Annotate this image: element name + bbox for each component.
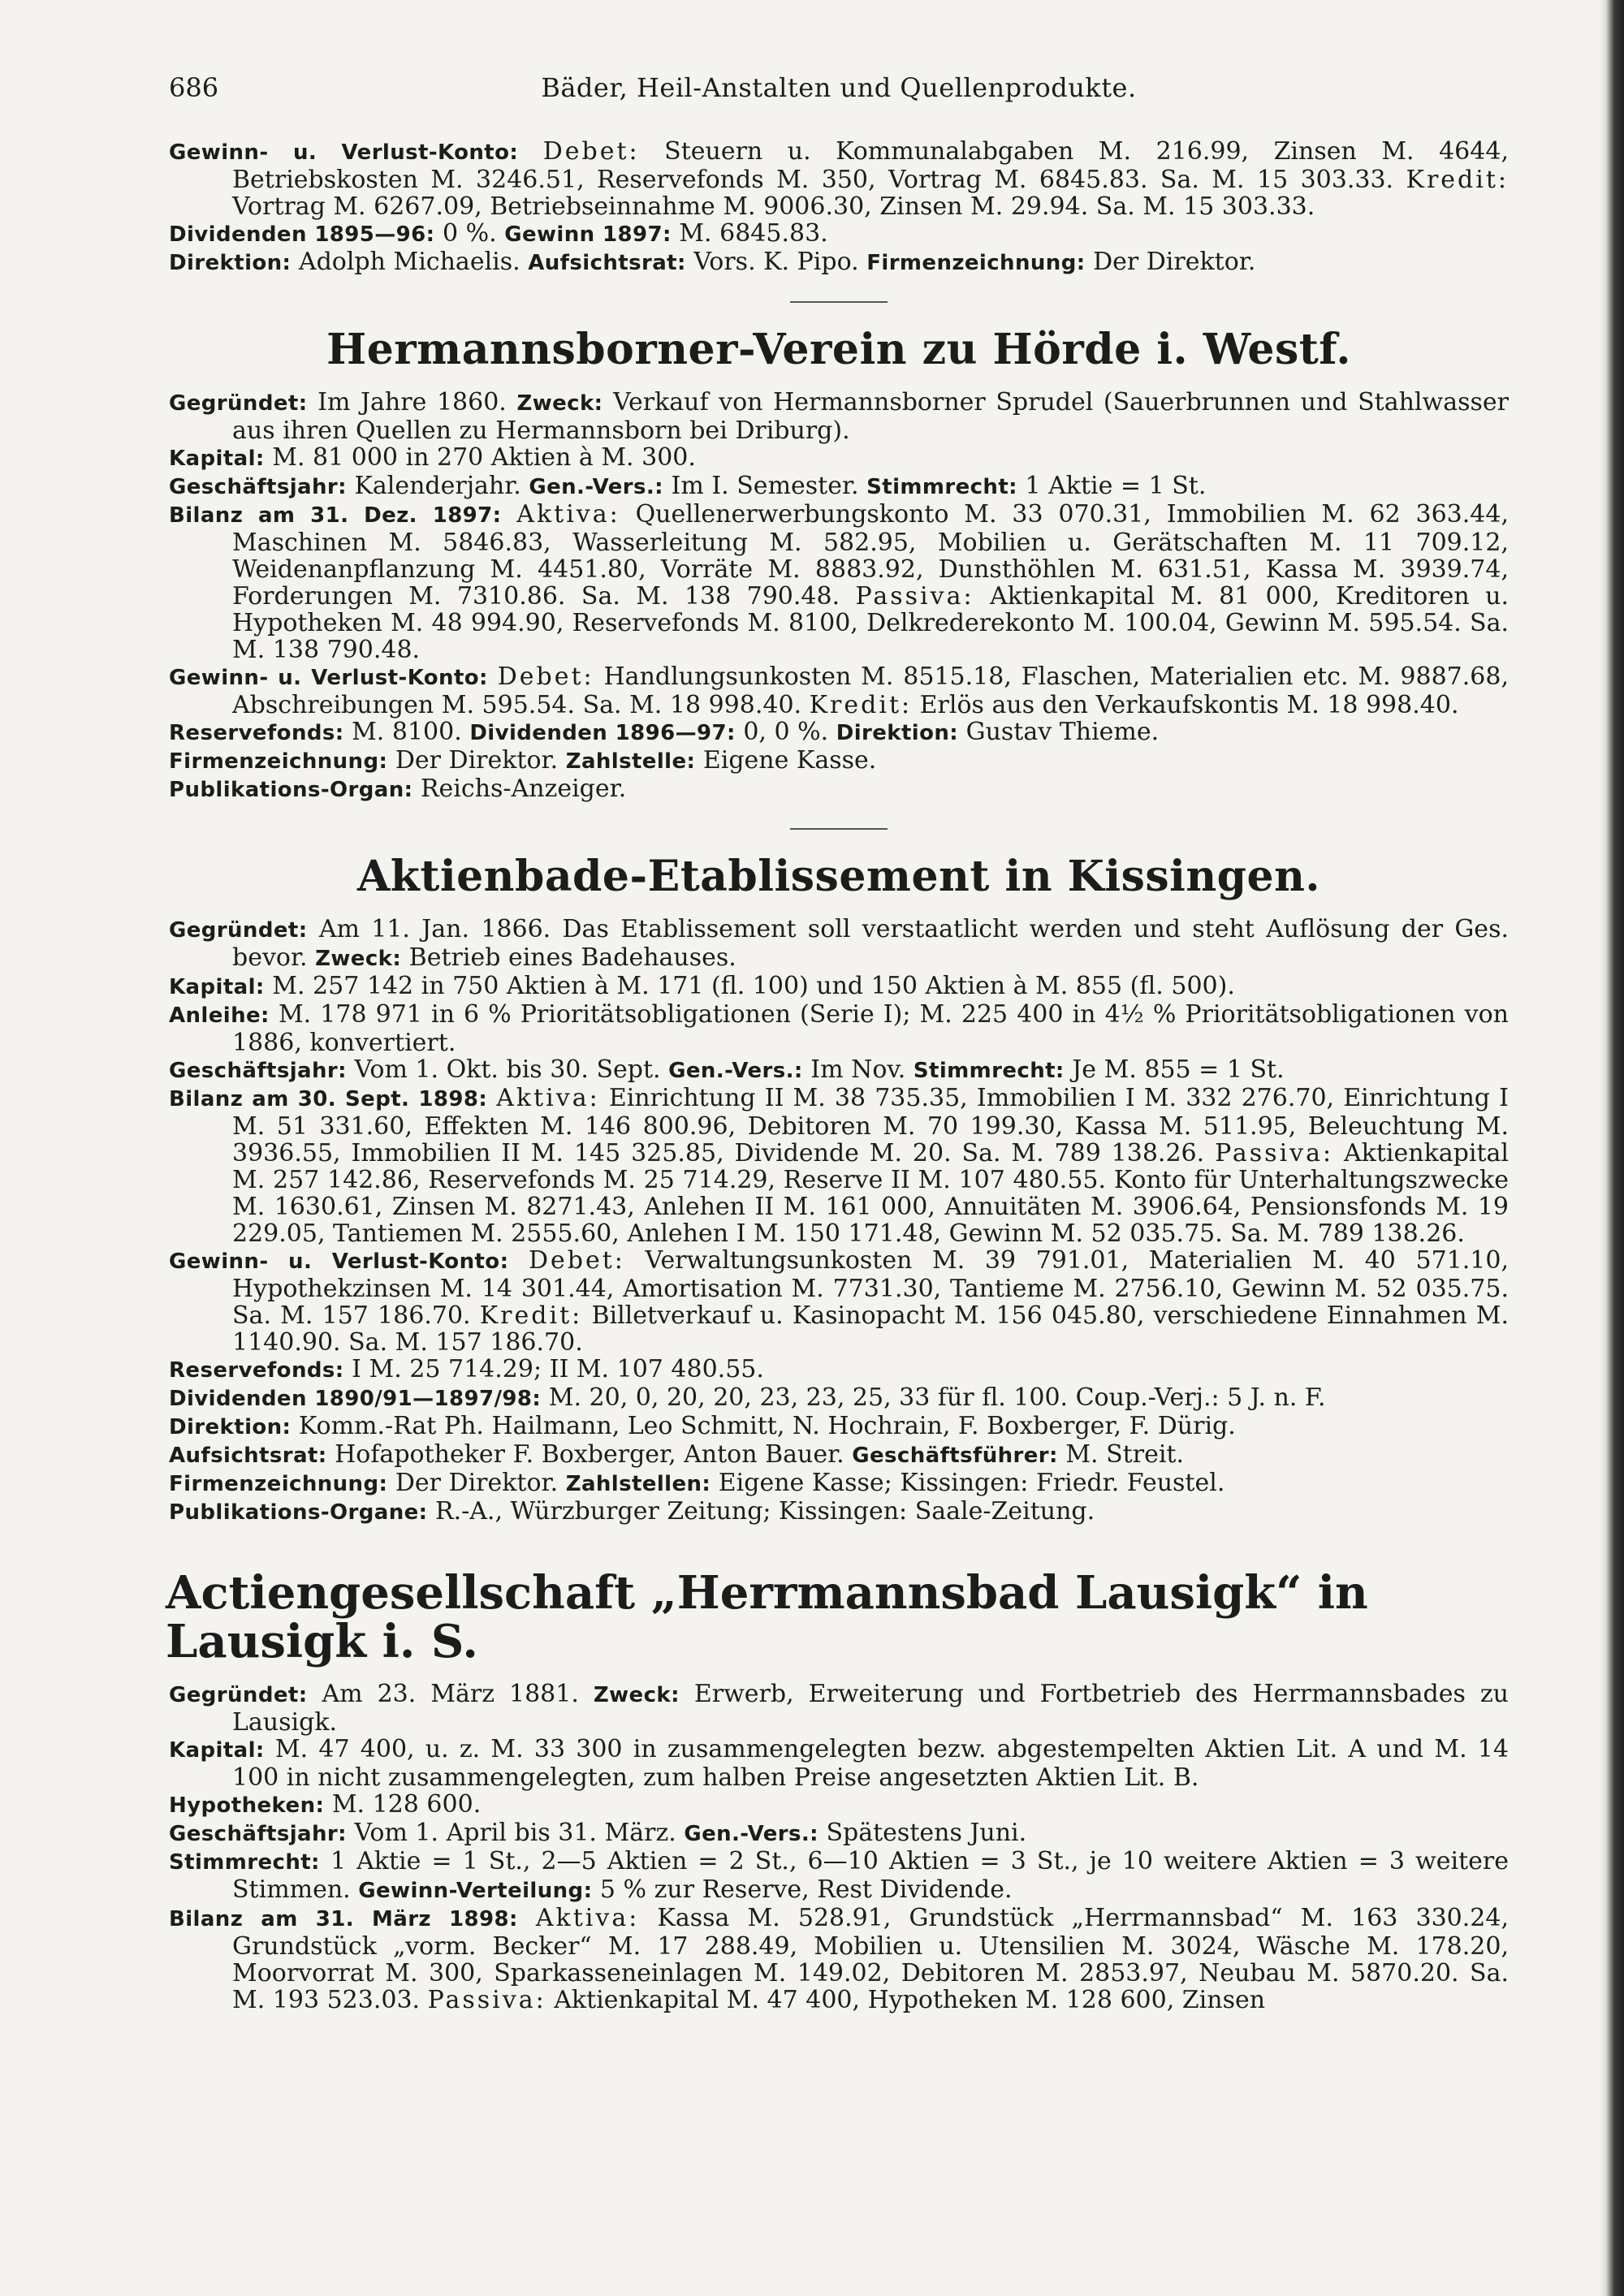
signature-entry: Firmenzeichnung: Der Direktor. Zahlstellen: Eigene Kasse; Kissingen: Friedr. Feustel. — [169, 1469, 1225, 1497]
dividend-entry: Dividenden 1890/91—1897/98: M. 20, 0, 20, 20, 23, 23, 25, 33 für fl. 100. Coup.-Verj.: 5 J. n. F. — [169, 1383, 1326, 1412]
board-entry: Aufsichtsrat: Hofapotheker F. Boxberger, Anton Bauer. Geschäftsführer: M. Streit. — [169, 1440, 1185, 1469]
section-lausigk — [166, 1566, 1509, 2014]
balance-entry: Bilanz am 31. März 1898: Aktiva: Kassa M. 528.91, Grundstück „Herrmannsbad“ M. 163 330.24, Grundstück „vorm. Becker“ M. 17 288.49, Mobilien u. Utensilien M. 3024, Wäsche M. 178.20, Moorvorrat M. 300, Sparkasseneinlagen M. 149.02, Debitoren M. 2853.97, Neubau M. 5870.20. Sa. M. 193 523.03. Passiva: Aktienkapital M. 47 400, Hypotheken M. 128 600, Zinsen — [169, 1904, 1509, 2014]
publication-entry: Publikations-Organe: R.-A., Würzburger Zeitung; Kissingen: Saale-Zeitung. — [169, 1497, 1095, 1526]
capital-entry: Kapital: M. 81 000 in 270 Aktien à M. 300. — [169, 443, 696, 472]
section-heading: Actiengesellschaft „Herrmannsbad Lausigk“ in Lausigk i. S. — [166, 1566, 1368, 1668]
section-spacer — [790, 1544, 888, 1546]
page-number: 686 — [169, 72, 219, 103]
capital-entry: Kapital: M. 47 400, u. z. M. 33 300 in zusammengelegten bezw. abgestempelten Aktien Lit. A und M. 14 100 in nicht zusammengelegten, zum halben Preise angesetzten Aktien Lit. B. — [169, 1735, 1509, 1792]
founded-entry: Gegründet: Im Jahre 1860. Zweck: Verkauf von Hermannsborner Sprudel (Sauerbrunnen und Stahlwasser aus ihren Quellen zu Hermannsborn bei Driburg). — [169, 388, 1509, 445]
direction-entry: Direktion: Adolph Michaelis. Aufsichtsrat: Vors. K. Pipo. Firmenzeichnung: Der Direktor. — [169, 248, 1256, 276]
running-title: Bäder, Heil-Anstalten und Quellenprodukte. — [541, 72, 1137, 103]
running-header — [169, 71, 1509, 107]
balance-entry: Bilanz am 31. Dez. 1897: Aktiva: Quellenerwerbungskonto M. 33 070.31, Immobilien M. 62 363.44, Maschinen M. 5846.83, Wasserleitung M. 582.95, Mobilien u. Gerätschaften M. 11 709.12, Weidenanpflanzung M. 4451.80, Vorräte M. 8883.92, Dunsthöhlen M. 631.51, Kassa M. 3939.74, Forderungen M. 7310.86. Sa. M. 138 790.48. Passiva: Aktienkapital M. 81 000, Kreditoren u. Hypotheken M. 48 994.90, Reservefonds M. 8100, Delkrederekonto M. 100.04, Gewinn M. 595.54. Sa. M. 138 790.48. — [169, 500, 1509, 664]
founded-entry: Gegründet: Am 11. Jan. 1866. Das Etablissement soll verstaatlicht werden und steht Auflösung der Ges. bevor. Zweck: Betrieb eines Badehauses. — [169, 915, 1509, 972]
section-previous-entry — [169, 138, 1509, 277]
guv-entry: Gewinn- u. Verlust-Konto: Debet: Handlungsunkosten M. 8515.18, Flaschen, Materialien etc. M. 9887.68, Abschreibungen M. 595.54. Sa. M. 18 998.40. Kredit: Erlös aus den Verkaufskontis M. 18 998.40. — [169, 662, 1510, 719]
fiscal-year-entry: Geschäftsjahr: Vom 1. Okt. bis 30. Sept. Gen.-Vers.: Im Nov. Stimmrecht: Je M. 855 = 1 St. — [169, 1055, 1285, 1084]
reserve-entry: Reservefonds: I M. 25 714.29; II M. 107 480.55. — [169, 1355, 764, 1383]
dividend-entry: Dividenden 1895—96: 0 %. Gewinn 1897: M. 6845.83. — [169, 219, 828, 248]
guv-entry: Gewinn- u. Verlust-Konto: Debet: Steuern u. Kommunalabgaben M. 216.99, Zinsen M. 4644, Betriebskosten M. 3246.51, Reservefonds M. 350, Vortrag M. 6845.83. Sa. M. 15 303.33. Kredit: Vortrag M. 6267.09, Betriebseinnahme M. 9006.30, Zinsen M. 29.94. Sa. M. 15 303.33. — [169, 137, 1509, 221]
publication-entry: Publikations-Organ: Reichs-Anzeiger. — [169, 775, 627, 803]
direction-entry: Direktion: Komm.-Rat Ph. Hailmann, Leo Schmitt, N. Hochrain, F. Boxberger, F. Dürig. — [169, 1412, 1236, 1440]
section-hermannsborner — [169, 326, 1509, 804]
balance-entry: Bilanz am 30. Sept. 1898: Aktiva: Einrichtung II M. 38 735.35, Immobilien I M. 332 276.70, Einrichtung I M. 51 331.60, Effekten M. 146 800.96, Debitoren M. 70 199.30, Kassa M. 511.95, Beleuchtung M. 3936.55, Immobilien II M. 145 325.85, Dividende M. 20. Sa. M. 789 138.26. Passiva: Aktienkapital M. 257 142.86, Reservefonds M. 25 714.29, Reserve II M. 107 480.55. Konto für Unterhaltungszwecke M. 1630.61, Zinsen M. 8271.43, Anlehen II M. 161 000, Annuitäten M. 3906.64, Pensionsfonds M. 19 229.05, Tantiemen M. 2555.60, Anlehen I M. 150 171.48, Gewinn M. 52 035.75. Sa. M. 789 138.26. — [169, 1084, 1509, 1248]
section-divider — [790, 828, 888, 830]
loan-entry: Anleihe: M. 178 971 in 6 % Prioritätsobligationen (Serie I); M. 225 400 in 4½ % Prioritätsobligationen von 1886, konvertiert. — [169, 1000, 1509, 1057]
section-divider — [790, 301, 888, 303]
page — [166, 71, 1510, 2014]
section-heading: Aktienbade-Etablissement in Kissingen. — [356, 852, 1321, 901]
section-heading: Hermannsborner-Verein zu Hörde i. Westf. — [326, 325, 1351, 374]
reserve-entry: Reservefonds: M. 8100. Dividenden 1896—97: 0, 0 %. Direktion: Gustav Thieme. — [169, 718, 1160, 746]
voting-entry: Stimmrecht: 1 Aktie = 1 St., 2—5 Aktien = 2 St., 6—10 Aktien = 3 St., je 10 weitere Aktien = 3 weitere Stimmen. Gewinn-Verteilung: 5 % zur Reserve, Rest Dividende. — [169, 1847, 1509, 1904]
section-kissingen — [169, 852, 1509, 1526]
guv-entry: Gewinn- u. Verlust-Konto: Debet: Verwaltungsunkosten M. 39 791.01, Materialien M. 40 571.10, Hypothekzinsen M. 14 301.44, Amortisation M. 7731.30, Tantieme M. 2756.10, Gewinn M. 52 035.75. Sa. M. 157 186.70. Kredit: Billetverkauf u. Kasinopacht M. 156 045.80, verschiedene Einnahmen M. 1140.90. Sa. M. 157 186.70. — [169, 1246, 1510, 1357]
scan-binding-edge — [1543, 0, 1624, 2296]
founded-entry: Gegründet: Am 23. März 1881. Zweck: Erwerb, Erweiterung und Fortbetrieb des Herrmannsbades zu Lausigk. — [169, 1680, 1509, 1737]
mortgage-entry: Hypotheken: M. 128 600. — [169, 1790, 482, 1819]
capital-entry: Kapital: M. 257 142 in 750 Aktien à M. 171 (fl. 100) und 150 Aktien à M. 855 (fl. 500). — [169, 972, 1235, 1000]
fiscal-year-entry: Geschäftsjahr: Kalenderjahr. Gen.-Vers.: Im I. Semester. Stimmrecht: 1 Aktie = 1 St. — [169, 472, 1207, 500]
signature-entry: Firmenzeichnung: Der Direktor. Zahlstelle: Eigene Kasse. — [169, 746, 877, 775]
fiscal-year-entry: Geschäftsjahr: Vom 1. April bis 31. März. Gen.-Vers.: Spätestens Juni. — [169, 1819, 1027, 1847]
